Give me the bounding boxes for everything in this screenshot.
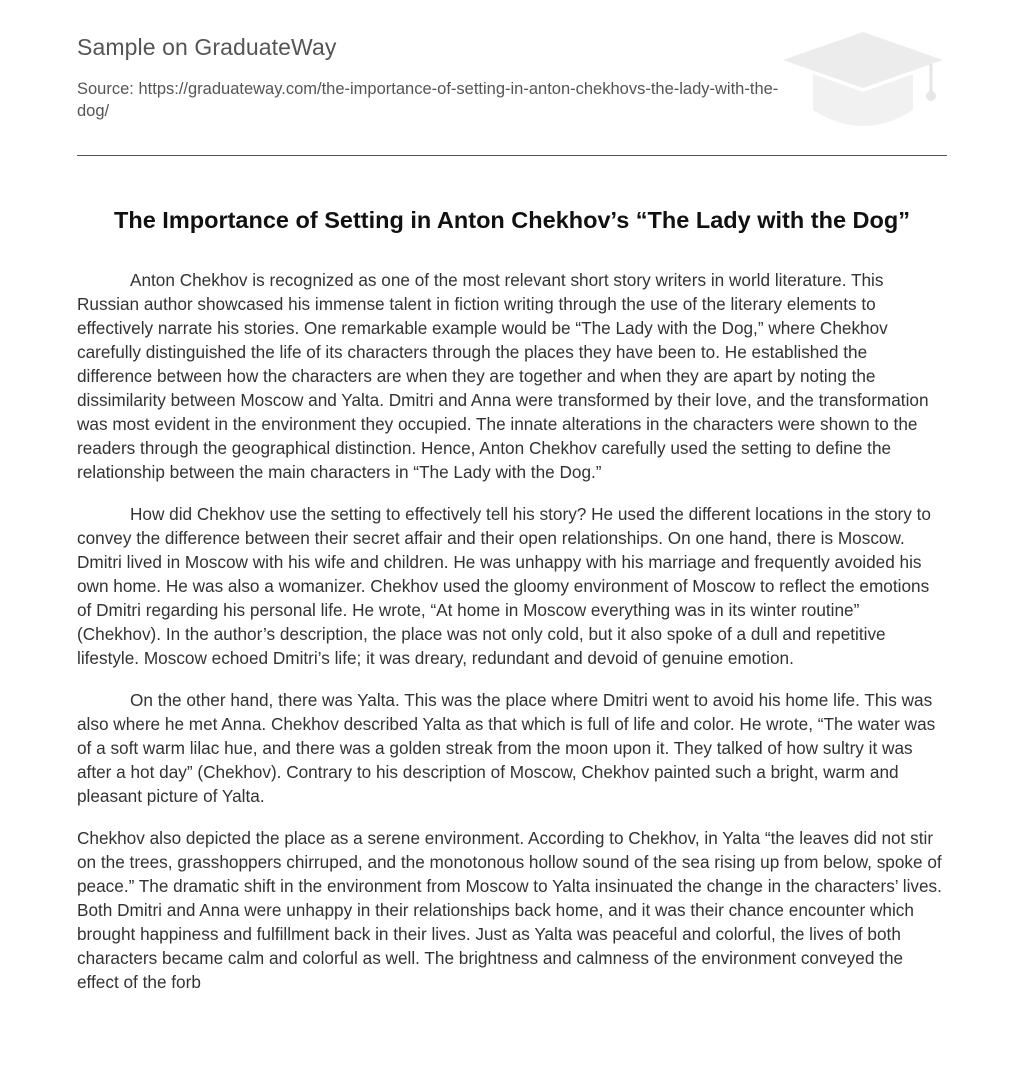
source-link[interactable]: https://graduateway.com/the-importance-of-setting-in-anton-chekhovs-the-lady-with-the-dog/ — [77, 80, 779, 120]
document-body — [77, 268, 947, 1012]
header-divider — [77, 155, 947, 156]
paragraph: How did Chekhov use the setting to effectively tell his story? He used the different locations in the story to convey the difference between their secret affair and their open relationships. On one hand, there is Moscow. Dmitri lived in Moscow with his wife and children. He was unhappy with his marriage and frequently avoided his own home. He was also a womanizer. Chekhov used the gloomy environment of Moscow to reflect the emotions of Dmitri regarding his personal life. He wrote, “At home in Moscow everything was in its winter routine” (Chekhov). In the author’s description, the place was not only cold, but it also spoke of a dull and repetitive lifestyle. Moscow echoed Dmitri’s life; it was dreary, redundant and devoid of genuine emotion. — [77, 504, 931, 668]
document-title: The Importance of Setting in Anton Chekhov’s “The Lady with the Dog” — [114, 207, 910, 233]
source-line — [77, 78, 797, 122]
site-title: Sample on GraduateWay — [77, 34, 337, 60]
paragraph: Anton Chekhov is recognized as one of the most relevant short story writers in world literature. This Russian author showcased his immense talent in fiction writing through the use of the literary elements to effectively narrate his stories. One remarkable example would be “The Lady with the Dog,” where Chekhov carefully distinguished the life of its characters through the places they have been to. He established the difference between how the characters are when they are together and when they are apart by noting the dissimilarity between Moscow and Yalta. Dmitri and Anna were transformed by their love, and the transformation was most evident in the environment they occupied. The innate alterations in the characters were shown to the readers through the geographical distinction. Hence, Anton Chekhov carefully used the setting to define the relationship between the main characters in “The Lady with the Dog.” — [77, 270, 929, 482]
paragraph: On the other hand, there was Yalta. This was the place where Dmitri went to avoid his home life. This was also where he met Anna. Chekhov described Yalta as that which is full of life and color. He wrote, “The water was of a soft warm lilac hue, and there was a golden streak from the moon upon it. They talked of how sultry it was after a hot day” (Chekhov). Contrary to his description of Moscow, Chekhov painted such a bright, warm and pleasant picture of Yalta. — [77, 690, 936, 806]
graduation-cap-icon — [779, 30, 947, 134]
source-label: Source: — [77, 80, 134, 98]
document-page — [77, 0, 947, 992]
paragraph: Chekhov also depicted the place as a serene environment. According to Chekhov, in Yalta “the leaves did not stir on the trees, grasshoppers chirruped, and the monotonous hollow sound of the sea rising up from below, spoke of peace.” The dramatic shift in the environment from Moscow to Yalta insinuated the change in the characters’ lives. Both Dmitri and Anna were unhappy in their relationships back home, and it was their chance encounter which brought happiness and fulfillment back in their lives. Just as Yalta was peaceful and colorful, the lives of both characters became calm and colorful as well. The brightness and calmness of the environment conveyed the effect of the forb — [77, 828, 942, 992]
header — [77, 0, 947, 156]
